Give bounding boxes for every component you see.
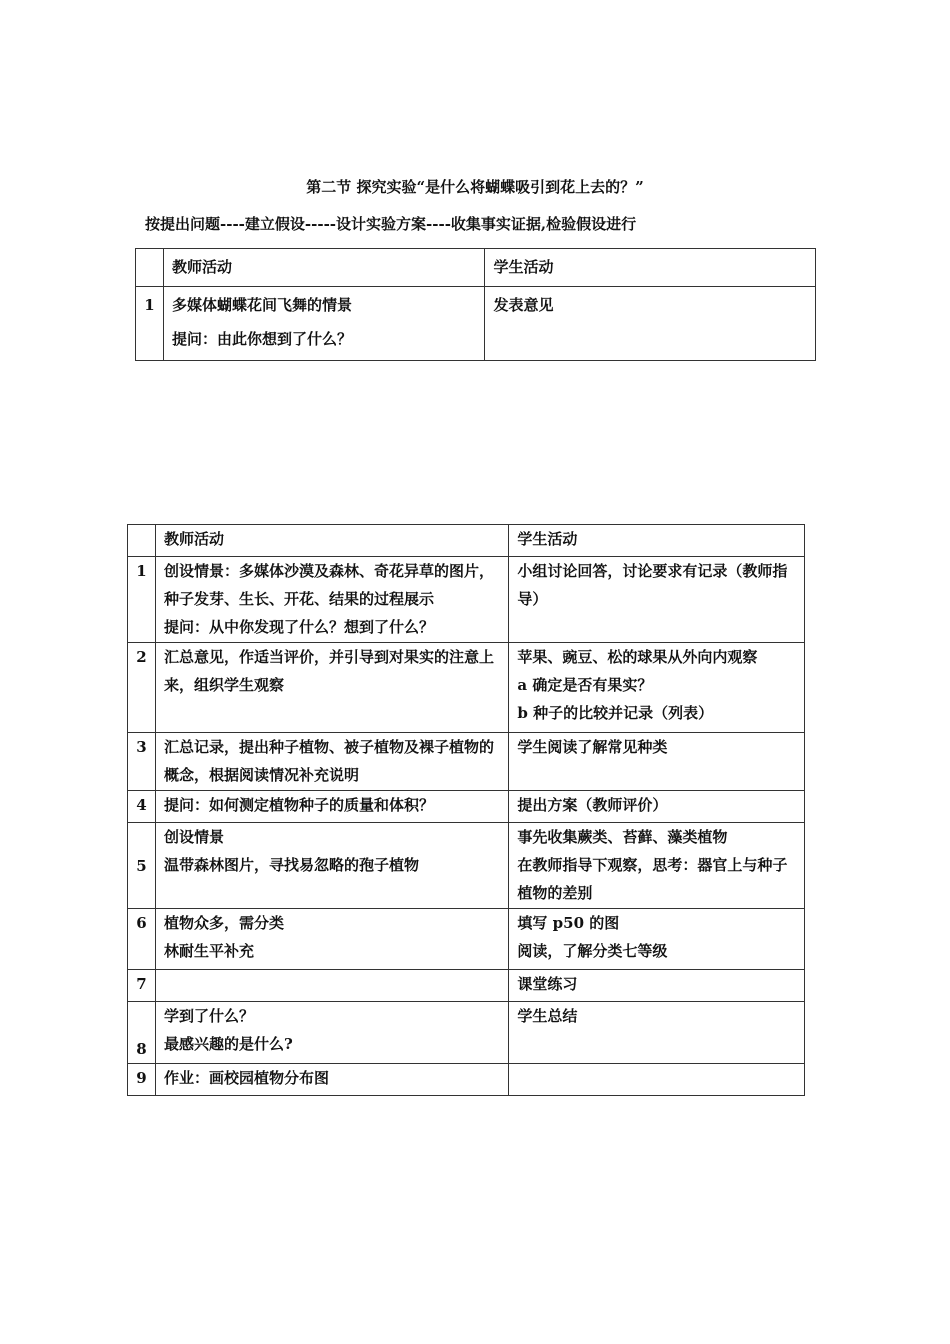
table-row [128,791,805,823]
row-number: 9 [128,1064,156,1096]
cell-line: 最感兴趣的是什么? [163,1035,293,1053]
teacher-cell [155,1064,508,1096]
table-header-row [136,249,816,287]
row-number: 3 [128,733,156,791]
teacher-cell [155,823,508,909]
page-title: 第二节 探究实验“是什么将蝴蝶吸引到花上去的？” [306,178,644,196]
table-row [128,1064,805,1096]
teacher-cell [155,909,508,970]
student-cell [509,823,805,909]
page-subtitle: 按提出问题----建立假设-----设计实验方案----收集事实证据,检验假设进行 [145,215,637,233]
cell-line: 学到了什么？ [163,1007,254,1025]
activity-table-2 [127,524,805,1096]
cell-line: 创设情景：多媒体沙漠及森林、奇花异草的图片，种子发芽、生长、开花、结果的过程展示 [163,562,494,608]
cell-line: 小组讨论回答，讨论要求有记录（教师指导） [517,562,788,608]
teacher-cell [155,791,508,823]
cell-line: b 种子的比较并记录（列表） [517,704,714,722]
cell-line: 苹果、豌豆、松的球果从外向内观察 [517,648,758,666]
student-cell [509,1002,805,1064]
cell-line: 汇总意见，作适当评价，并引导到对果实的注意上来，组织学生观察 [163,648,494,694]
row-number: 8 [128,1002,156,1064]
header-num-cell [136,249,164,287]
cell-line: 多媒体蝴蝶花间飞舞的情景 [171,296,352,314]
row-number: 1 [136,287,164,361]
student-cell [509,791,805,823]
table-row [128,643,805,733]
table-row [128,1002,805,1064]
teacher-cell [155,1002,508,1064]
cell-line: 提问：由此你想到了什么？ [171,330,352,348]
teacher-cell [155,643,508,733]
row-number: 6 [128,909,156,970]
cell-line: 林耐生平补充 [163,942,254,960]
student-cell [509,970,805,1002]
teacher-cell [155,557,508,643]
teacher-cell [163,287,485,361]
student-cell [485,287,816,361]
cell-line: 提问：如何测定植物种子的质量和体积？ [163,796,434,814]
header-student-cell: 学生活动 [485,249,816,287]
cell-line: 温带森林图片，寻找易忽略的孢子植物 [163,856,419,874]
table-header-row [128,525,805,557]
table-row [128,733,805,791]
row-number: 1 [128,557,156,643]
row-number: 7 [128,970,156,1002]
header-student-cell: 学生活动 [509,525,805,557]
cell-line: 发表意见 [493,296,554,314]
table-row [128,823,805,909]
activity-table-1 [135,248,816,361]
teacher-cell [155,733,508,791]
cell-line: 创设情景 [163,828,224,846]
row-number: 2 [128,643,156,733]
student-cell [509,909,805,970]
cell-line: 填写 p50 的图 [517,914,620,932]
row-number: 5 [128,823,156,909]
cell-line: 课堂练习 [517,975,578,993]
cell-line: 提问：从中你发现了什么？想到了什么？ [163,618,434,636]
cell-line: 学生总结 [517,1007,578,1025]
table-row [128,909,805,970]
teacher-cell [155,970,508,1002]
cell-line: 在教师指导下观察，思考：器官上与种子植物的差别 [517,856,788,902]
cell-line: 提出方案（教师评价） [517,796,668,814]
cell-line: 汇总记录，提出种子植物、被子植物及裸子植物的概念，根据阅读情况补充说明 [163,738,494,784]
cell-line: 事先收集蕨类、苔藓、藻类植物 [517,828,728,846]
student-cell [509,1064,805,1096]
table-row [136,287,816,361]
header-teacher-cell: 教师活动 [155,525,508,557]
cell-line: 作业：画校园植物分布图 [163,1069,329,1087]
student-cell [509,557,805,643]
header-teacher-cell: 教师活动 [163,249,485,287]
cell-line: a 确定是否有果实？ [517,676,653,694]
row-number: 4 [128,791,156,823]
student-cell [509,643,805,733]
cell-line: 植物众多，需分类 [163,914,284,932]
table-row [128,970,805,1002]
student-cell [509,733,805,791]
header-num-cell [128,525,156,557]
cell-line: 阅读，了解分类七等级 [517,942,668,960]
table-row [128,557,805,643]
cell-line: 学生阅读了解常见种类 [517,738,668,756]
